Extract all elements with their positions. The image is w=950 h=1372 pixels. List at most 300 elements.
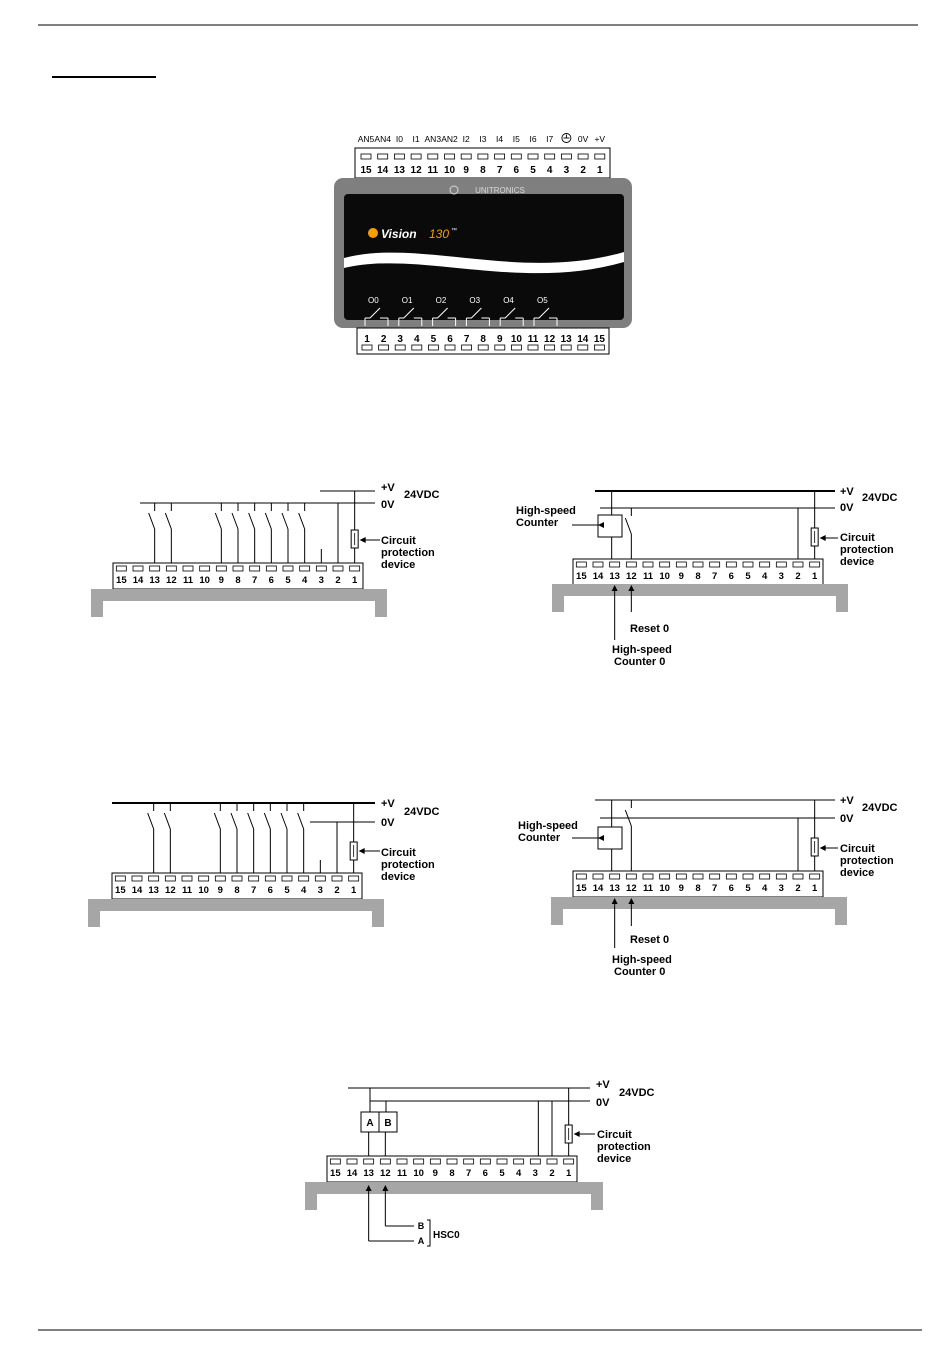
input-switch-icon [231, 803, 237, 873]
terminal-screw [793, 874, 803, 879]
top-terminal-screw [511, 154, 521, 159]
terminal-number: 12 [626, 883, 637, 894]
bottom-terminal-number: 5 [430, 334, 437, 345]
terminal-screw [315, 876, 325, 881]
top-terminal-screw [461, 154, 471, 159]
zero-v-label: 0V [381, 817, 395, 829]
input-switch-icon [164, 803, 170, 873]
diagram-digital-inputs-2 [88, 798, 440, 927]
terminal-screw [430, 1159, 440, 1164]
terminal-number: 6 [728, 571, 734, 582]
terminal-number: 8 [449, 1168, 455, 1179]
top-terminal-label: +V [594, 134, 606, 144]
terminal-number: 9 [678, 571, 684, 582]
top-terminal-screw [495, 154, 505, 159]
ground-icon [562, 134, 571, 143]
terminal-number: 10 [659, 571, 670, 582]
terminal-block [573, 559, 823, 585]
supply-voltage-label: 24VDC [862, 492, 898, 504]
terminal-screw [332, 876, 342, 881]
din-rail [551, 897, 847, 925]
switch-arm [165, 513, 171, 529]
terminal-screw [610, 874, 620, 879]
switch-arm [231, 813, 237, 829]
terminal-number: 14 [346, 1168, 358, 1179]
terminal-screw [810, 562, 820, 567]
switch-arm [215, 513, 221, 529]
terminal-number: 5 [745, 883, 751, 894]
terminal-number: 7 [466, 1168, 472, 1179]
top-terminal-label: I2 [462, 134, 470, 144]
terminal-screw [233, 566, 243, 571]
top-terminal-label: I7 [546, 134, 554, 144]
terminal-screw [215, 876, 225, 881]
switch-arm [264, 813, 270, 829]
terminal-number: 4 [516, 1168, 522, 1179]
top-terminal-number: 10 [443, 165, 456, 176]
bottom-terminal-number: 11 [527, 334, 539, 345]
supply-voltage-label: 24VDC [862, 802, 898, 814]
terminal-screw [760, 874, 770, 879]
circuit-protection-label: Circuit [597, 1129, 632, 1141]
terminal-number: 3 [318, 575, 324, 586]
top-terminal-number: 8 [480, 165, 486, 176]
terminal-number: 6 [728, 883, 734, 894]
terminal-screw [299, 876, 309, 881]
arrow-head-icon [820, 535, 826, 541]
terminal-number: 7 [251, 885, 257, 896]
bottom-terminal-number: 2 [380, 334, 387, 345]
zero-v-label: 0V [840, 502, 854, 514]
din-rail [552, 584, 848, 612]
top-terminal-number: 2 [580, 165, 586, 176]
terminal-screw [610, 562, 620, 567]
top-terminal-screw [595, 154, 605, 159]
top-terminal-label: I4 [496, 134, 504, 144]
input-switch-icon [148, 803, 154, 873]
switch-arm [149, 513, 155, 529]
plus-v-label: +V [381, 798, 395, 810]
terminal-number: 1 [812, 571, 818, 582]
terminal-screw [710, 562, 720, 567]
relay-output-label: O3 [469, 296, 481, 305]
bottom-terminal-screw [362, 345, 372, 350]
top-terminal-number: 13 [393, 165, 405, 176]
bottom-terminal-screw [379, 345, 389, 350]
bottom-terminal-number: 13 [560, 334, 572, 345]
circuit-protection-label: protection [840, 855, 894, 867]
switch-arm [299, 513, 305, 529]
terminal-number: 10 [198, 885, 209, 896]
top-terminal-screw [561, 154, 571, 159]
supply-voltage-label: 24VDC [619, 1087, 655, 1099]
encoder-b-label: B [384, 1118, 392, 1129]
circuit-protection-label: device [381, 559, 416, 571]
top-terminal-label: AN3 [424, 134, 442, 144]
input-switch-icon [299, 503, 305, 563]
hsc-b-label: B [417, 1221, 425, 1231]
terminal-screw [266, 566, 276, 571]
switch-arm [625, 518, 631, 534]
terminal-screw [200, 566, 210, 571]
input-switch-icon [149, 503, 155, 563]
top-terminal-label: 0V [577, 134, 589, 144]
reset-label: Reset 0 [630, 934, 670, 946]
terminal-number: 2 [795, 571, 801, 582]
circuit-protection-label: protection [381, 547, 435, 559]
top-terminal-label: I5 [512, 134, 520, 144]
terminal-number: 1 [352, 575, 358, 586]
terminal-block [113, 563, 363, 589]
top-terminal-number: 14 [377, 165, 389, 176]
terminal-number: 14 [592, 571, 604, 582]
plus-v-label: +V [381, 482, 395, 494]
diagram-shaft-encoder [305, 1079, 655, 1246]
terminal-screw [743, 874, 753, 879]
terminal-screw [593, 562, 603, 567]
arrow-head-icon [359, 848, 365, 854]
input-switch-icon [232, 503, 238, 563]
bottom-terminal-number: 10 [510, 334, 522, 345]
terminal-number: 6 [267, 885, 273, 896]
switch-arm [249, 513, 255, 529]
terminal-screw [660, 874, 670, 879]
bottom-terminal-screw [528, 345, 538, 350]
top-terminal-screw [528, 154, 538, 159]
terminal-screw [776, 562, 786, 567]
bottom-terminal-screw [511, 345, 521, 350]
top-terminal-number: 6 [513, 165, 520, 176]
arrow-head-icon [360, 537, 366, 543]
arrow-head-icon [820, 845, 826, 851]
top-terminal-screw [445, 154, 455, 159]
bottom-terminal-screw [428, 345, 438, 350]
terminal-screw [760, 562, 770, 567]
terminal-screw [166, 566, 176, 571]
input-switch-icon [249, 503, 255, 563]
input-switch-icon [264, 803, 270, 873]
terminal-number: 8 [234, 885, 240, 896]
relay-output-label: O1 [401, 296, 413, 305]
circuit-protection-label: protection [840, 544, 894, 556]
terminal-number: 5 [284, 885, 290, 896]
terminal-screw [710, 874, 720, 879]
terminal-number: 15 [330, 1168, 341, 1179]
terminal-screw [480, 1159, 490, 1164]
terminal-screw [316, 566, 326, 571]
terminal-number: 5 [745, 571, 751, 582]
top-terminal-label: I6 [529, 134, 537, 144]
terminal-number: 11 [181, 885, 193, 896]
terminal-number: 14 [592, 883, 604, 894]
terminal-number: 7 [712, 571, 718, 582]
hsc-a-label: A [417, 1236, 425, 1246]
terminal-screw [693, 874, 703, 879]
bottom-terminal-screw [495, 345, 505, 350]
terminal-screw [676, 874, 686, 879]
zero-v-label: 0V [596, 1097, 610, 1109]
switch-arm [232, 513, 238, 529]
terminal-block [327, 1156, 577, 1182]
bottom-terminal-screw [578, 345, 588, 350]
terminal-number: 15 [116, 575, 127, 586]
terminal-screw [232, 876, 242, 881]
circuit-protection-label: device [840, 867, 875, 879]
supply-voltage-label: 24VDC [404, 806, 440, 818]
terminal-number: 15 [576, 571, 587, 582]
arrow-head-icon [574, 1131, 580, 1137]
terminal-number: 11 [396, 1168, 408, 1179]
input-switch-icon [298, 803, 304, 873]
terminal-number: 13 [363, 1168, 374, 1179]
switch-arm [281, 813, 287, 829]
terminal-screw [726, 562, 736, 567]
terminal-screw [380, 1159, 390, 1164]
terminal-screw [576, 874, 586, 879]
terminal-number: 14 [131, 885, 143, 896]
terminal-screw [347, 1159, 357, 1164]
terminal-number: 3 [778, 571, 784, 582]
high-speed-counter-0-label: High-speed [612, 644, 672, 656]
top-terminal-label: AN5 [357, 134, 375, 144]
top-terminal-label: I0 [395, 134, 403, 144]
terminal-number: 3 [317, 885, 323, 896]
input-switch-icon [625, 800, 631, 871]
terminal-number: 10 [199, 575, 210, 586]
terminal-screw [576, 562, 586, 567]
terminal-number: 4 [762, 571, 768, 582]
terminal-number: 13 [609, 883, 620, 894]
terminal-number: 12 [165, 885, 176, 896]
switch-arm [265, 513, 271, 529]
input-switch-icon [215, 503, 221, 563]
terminal-screw [726, 874, 736, 879]
switch-arm [164, 813, 170, 829]
bottom-terminal-screw [462, 345, 472, 350]
terminal-screw [216, 566, 226, 571]
high-speed-counter-0-label: Counter 0 [614, 656, 666, 668]
bottom-terminal-number: 9 [497, 334, 503, 345]
terminal-block [573, 871, 823, 897]
terminal-screw [776, 874, 786, 879]
sun-logo-icon [368, 228, 378, 238]
input-switch-icon [281, 803, 287, 873]
circuit-protection-label: protection [381, 859, 435, 871]
terminal-screw [265, 876, 275, 881]
brand-text: UNITRONICS [475, 186, 525, 195]
switch-arm [214, 813, 220, 829]
encoder-a-label: A [366, 1118, 374, 1129]
terminal-number: 11 [642, 883, 654, 894]
trademark-symbol: ™ [451, 228, 457, 234]
terminal-screw [165, 876, 175, 881]
diagram-high-speed-counter-1 [516, 486, 898, 668]
circuit-protection-label: Circuit [840, 532, 875, 544]
terminal-number: 6 [482, 1168, 488, 1179]
bottom-terminal-number: 14 [577, 334, 589, 345]
terminal-screw [133, 566, 143, 571]
terminal-screw [743, 562, 753, 567]
terminal-number: 9 [217, 885, 223, 896]
bottom-terminal-screw [594, 345, 604, 350]
terminal-screw [364, 1159, 374, 1164]
terminal-number: 2 [334, 885, 340, 896]
terminal-number: 13 [609, 571, 620, 582]
switch-arm [298, 813, 304, 829]
terminal-number: 4 [301, 885, 307, 896]
hsc0-label: HSC0 [433, 1230, 460, 1241]
terminal-number: 11 [182, 575, 194, 586]
top-terminal-label: I1 [412, 134, 420, 144]
high-speed-counter-label: High-speed [518, 820, 578, 832]
terminal-screw [793, 562, 803, 567]
vision130-controller-figure [334, 134, 632, 355]
top-terminal-screw [394, 154, 404, 159]
terminal-screw [116, 566, 126, 571]
switch-arm [282, 513, 288, 529]
bottom-terminal-number: 12 [544, 334, 556, 345]
terminal-screw [199, 876, 209, 881]
terminal-screw [149, 876, 159, 881]
terminal-screw [300, 566, 310, 571]
terminal-screw [283, 566, 293, 571]
terminal-screw [530, 1159, 540, 1164]
terminal-number: 1 [812, 883, 818, 894]
top-terminal-screw [478, 154, 488, 159]
bottom-terminal-screw [545, 345, 555, 350]
terminal-number: 15 [576, 883, 587, 894]
terminal-screw [333, 566, 343, 571]
bottom-terminal-number: 4 [414, 334, 420, 345]
reset-label: Reset 0 [630, 623, 670, 635]
terminal-screw [250, 566, 260, 571]
bottom-terminal-number: 8 [480, 334, 486, 345]
input-switch-icon [214, 803, 220, 873]
diagram-high-speed-counter-2 [518, 795, 898, 978]
terminal-number: 2 [549, 1168, 555, 1179]
top-terminal-number: 1 [597, 165, 603, 176]
bottom-terminal-screw [412, 345, 422, 350]
bottom-terminal-screw [395, 345, 405, 350]
terminal-screw [183, 566, 193, 571]
top-terminal-number: 5 [530, 165, 536, 176]
terminal-screw [693, 562, 703, 567]
terminal-number: 12 [380, 1168, 391, 1179]
terminal-screw [115, 876, 125, 881]
top-terminal-screw [578, 154, 588, 159]
din-rail [91, 589, 387, 617]
circuit-protection-label: Circuit [381, 847, 416, 859]
terminal-number: 1 [351, 885, 357, 896]
top-terminal-label: AN4 [374, 134, 391, 144]
terminal-screw [150, 566, 160, 571]
bottom-terminal-screw [478, 345, 488, 350]
top-terminal-number: 11 [427, 165, 439, 176]
model-name: Vision [381, 227, 417, 241]
high-speed-counter-0-label: Counter 0 [614, 966, 666, 978]
terminal-number: 9 [678, 883, 684, 894]
bottom-terminal-number: 15 [593, 334, 605, 345]
terminal-screw [643, 562, 653, 567]
terminal-screw [132, 876, 142, 881]
hsc-bracket [427, 1220, 430, 1246]
terminal-number: 4 [302, 575, 308, 586]
terminal-screw [464, 1159, 474, 1164]
terminal-screw [547, 1159, 557, 1164]
terminal-number: 2 [335, 575, 341, 586]
high-speed-counter-label: Counter [516, 517, 559, 529]
switch-arm [248, 813, 254, 829]
terminal-number: 13 [149, 575, 160, 586]
bottom-terminal-number: 6 [447, 334, 453, 345]
bottom-terminal-number: 3 [397, 334, 403, 345]
terminal-number: 13 [148, 885, 159, 896]
zero-v-label: 0V [381, 499, 395, 511]
terminal-screw [810, 874, 820, 879]
terminal-number: 8 [235, 575, 241, 586]
input-switch-icon [248, 803, 254, 873]
terminal-screw [514, 1159, 524, 1164]
input-switch-icon [282, 503, 288, 563]
input-switch-icon [165, 503, 171, 563]
terminal-number: 10 [413, 1168, 424, 1179]
terminal-number: 9 [432, 1168, 438, 1179]
din-rail [88, 899, 384, 927]
terminal-screw [182, 876, 192, 881]
terminal-screw [564, 1159, 574, 1164]
top-terminal-screw [428, 154, 438, 159]
bottom-terminal-number: 1 [364, 334, 370, 345]
terminal-screw [676, 562, 686, 567]
top-terminal-number: 15 [360, 165, 372, 176]
terminal-number: 7 [712, 883, 718, 894]
relay-output-label: O4 [503, 296, 514, 305]
terminal-number: 12 [626, 571, 637, 582]
terminal-number: 3 [532, 1168, 538, 1179]
terminal-number: 14 [132, 575, 144, 586]
switch-arm [148, 813, 154, 829]
terminal-screw [350, 566, 360, 571]
terminal-screw [626, 874, 636, 879]
terminal-screw [593, 874, 603, 879]
top-terminal-number: 3 [563, 165, 570, 176]
terminal-number: 15 [115, 885, 126, 896]
input-switch-icon [265, 503, 271, 563]
terminal-screw [397, 1159, 407, 1164]
terminal-number: 5 [285, 575, 291, 586]
bottom-terminal-number: 7 [463, 334, 470, 345]
high-speed-counter-0-label: High-speed [612, 954, 672, 966]
top-terminal-label: I3 [479, 134, 487, 144]
terminal-number: 3 [778, 883, 784, 894]
diagram-digital-inputs-1 [91, 482, 440, 617]
model-number: 130 [429, 227, 450, 241]
terminal-number: 5 [499, 1168, 505, 1179]
din-rail [305, 1182, 603, 1210]
terminal-number: 1 [566, 1168, 572, 1179]
top-terminal-screw [361, 154, 371, 159]
top-terminal-label: AN2 [441, 134, 458, 144]
top-terminal-number: 12 [410, 165, 422, 176]
terminal-screw [626, 562, 636, 567]
plus-v-label: +V [840, 795, 854, 807]
terminal-screw [282, 876, 292, 881]
terminal-number: 11 [642, 571, 654, 582]
circuit-protection-label: device [381, 871, 416, 883]
terminal-number: 7 [252, 575, 258, 586]
terminal-screw [447, 1159, 457, 1164]
circuit-protection-label: device [840, 556, 875, 568]
